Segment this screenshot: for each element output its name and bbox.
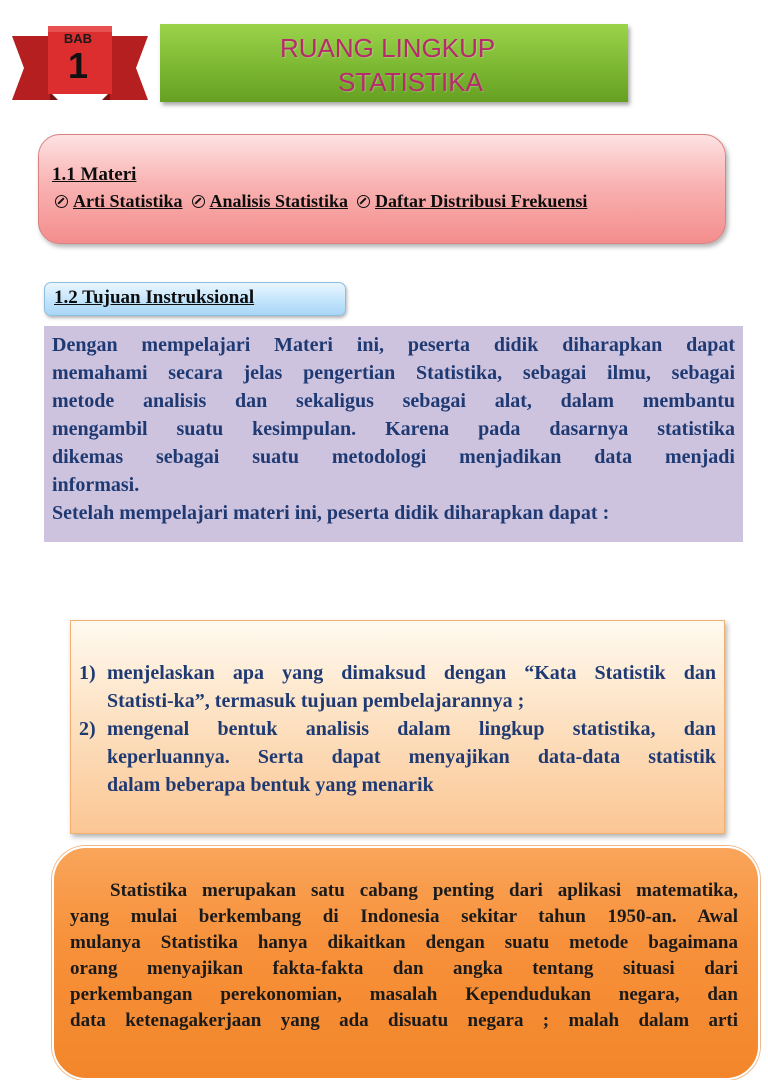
materi-box xyxy=(38,134,726,244)
paragraph-line: data ketenagakerjaan yang ada disuatu negara ; malah dalam arti xyxy=(70,1010,738,1031)
paragraph-line: orang menyajikan fakta-fakta dan angka tentang situasi dari xyxy=(70,958,738,979)
paragraph-line: perkembangan perekonomian, masalah Kependudukan negara, dan xyxy=(70,984,738,1005)
materi-heading: 1.1 Materi xyxy=(52,164,137,185)
paragraph-line: mengambil suatu kesimpulan. Karena pada dasarnya statistika xyxy=(52,418,735,440)
objective-item xyxy=(79,715,716,799)
paragraph-closing: Setelah mempelajari materi ini, peserta didik diharapkan dapat : xyxy=(52,502,610,524)
objective-line: keperluannya. Serta dapat menyajikan data-data statistik xyxy=(107,746,716,768)
paragraph-line: memahami secara jelas pengertian Statistika, sebagai ilmu, sebagai xyxy=(52,362,735,384)
objective-line: dalam beberapa bentuk yang menarik xyxy=(107,774,434,796)
bullet-icon xyxy=(192,195,205,208)
paragraph-line: dikemas sebagai suatu metodologi menjadikan data menjadi xyxy=(52,446,735,468)
bullet-icon xyxy=(55,195,68,208)
chapter-number: 1 xyxy=(67,45,89,86)
materi-item: Daftar Distribusi Frekuensi xyxy=(375,191,588,211)
chapter-label: BAB xyxy=(63,31,93,46)
paragraph-line: informasi. xyxy=(52,474,140,496)
title-line-2: STATISTIKA xyxy=(338,67,483,97)
objective-line: Statisti-ka”, termasuk tujuan pembelajarannya ; xyxy=(107,690,525,712)
title-banner xyxy=(160,24,628,102)
paragraph-line: Statistika merupakan satu cabang penting dari aplikasi matematika, xyxy=(110,880,738,901)
paragraph-line: mulanya Statistika hanya dikaitkan dengan suatu metode bagaimana xyxy=(70,932,738,953)
tujuan-paragraph-box xyxy=(44,326,743,542)
paragraph-line: Dengan mempelajari Materi ini, peserta didik diharapkan dapat xyxy=(52,334,735,356)
objectives-box xyxy=(70,620,725,834)
title-line-1: RUANG LINGKUP xyxy=(280,33,496,63)
objectives-list xyxy=(79,659,716,799)
paragraph-line: yang mulai berkembang di Indonesia sekitar tahun 1950-an. Awal xyxy=(70,906,738,927)
materi-item: Analisis Statistika xyxy=(209,191,349,211)
tujuan-heading: 1.2 Tujuan Instruksional xyxy=(54,287,255,308)
bullet-icon xyxy=(357,195,370,208)
objective-item xyxy=(79,659,716,715)
materi-list xyxy=(52,191,593,212)
paragraph-line: metode analisis dan sekaligus sebagai alat, dalam membantu xyxy=(52,390,735,412)
objective-number: 1) xyxy=(79,662,96,684)
tujuan-heading-tab xyxy=(44,282,346,316)
materi-item: Arti Statistika xyxy=(73,191,183,211)
tujuan-paragraph xyxy=(52,331,735,527)
objective-line: mengenal bentuk analisis dalam lingkup statistika, dan xyxy=(107,718,716,740)
objective-number: 2) xyxy=(79,718,96,740)
statistika-intro-box xyxy=(52,846,760,1080)
statistika-intro-paragraph xyxy=(70,878,738,1034)
objective-line: menjelaskan apa yang dimaksud dengan “Kata Statistik dan xyxy=(107,662,716,684)
